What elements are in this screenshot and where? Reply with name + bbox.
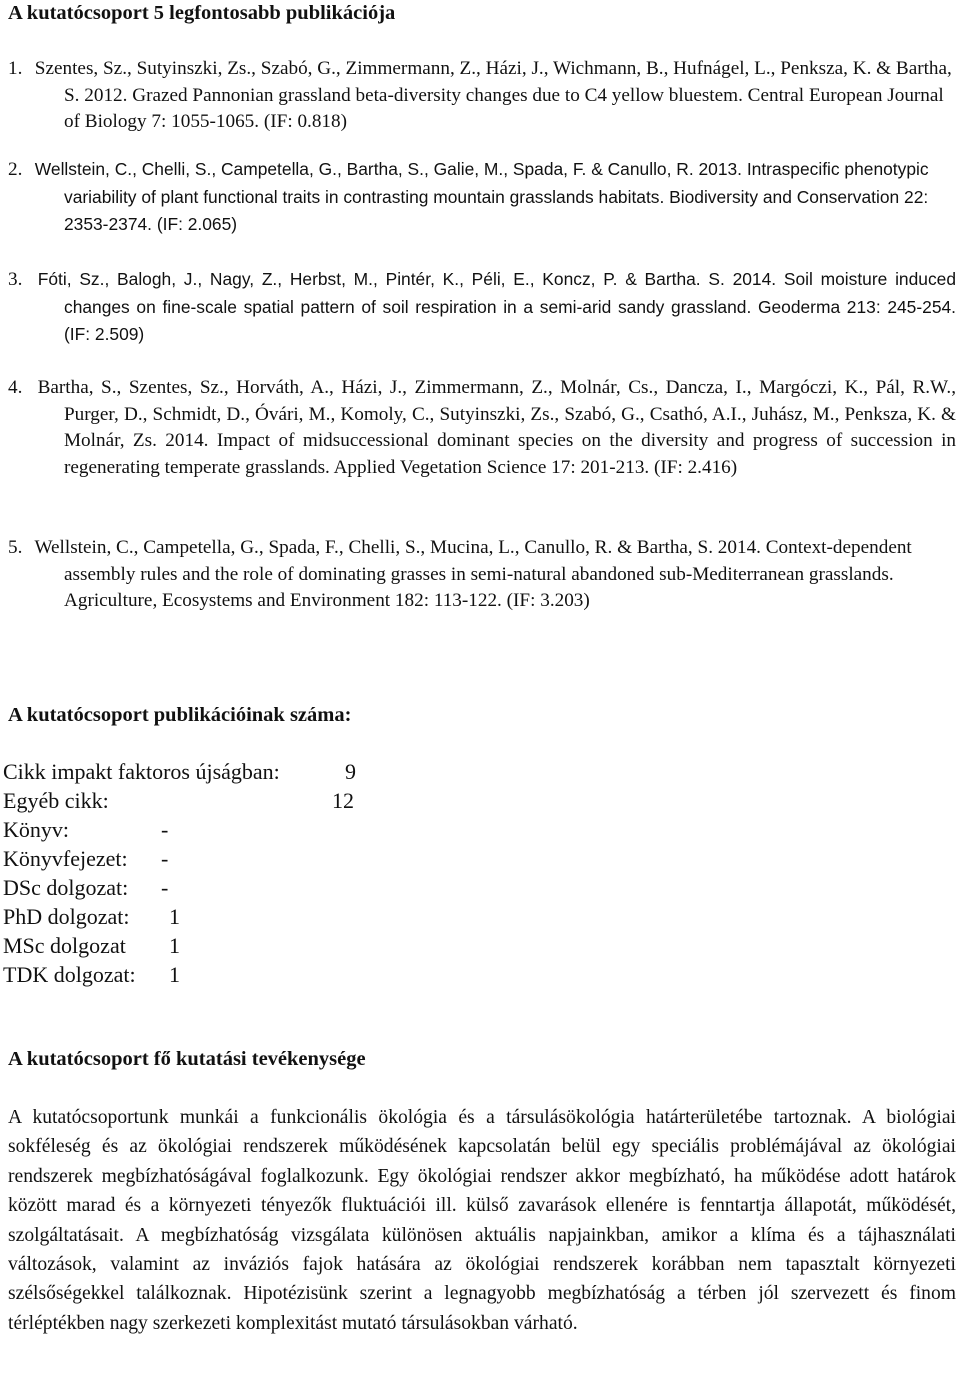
count-row-book-chapter (3, 844, 168, 873)
publications-heading: A kutatócsoport 5 legfontosabb publikációja (8, 2, 396, 24)
publication-text: Szentes, Sz., Sutyinszki, Zs., Szabó, G., Zimmermann, Z., Házi, J., Wichmann, B., Hufnágel, L., Penksza, K. & Bartha, S. 2012. Grazed Pannonian grassland beta-diversity changes due to C4 yellow bluestem. Central European Journal of Biology 7: 1055-1065. (IF: 0.818) (34, 58, 952, 132)
count-value: 1 (169, 933, 180, 958)
count-row-dsc (3, 873, 168, 902)
publication-number: 2. (8, 159, 23, 180)
publication-text: Bartha, S., Szentes, Sz., Horváth, A., Házi, J., Zimmermann, Z., Molnár, Cs., Dancza, I., Margóczi, K., Pál, R.W., Purger, D., Schmidt, D., Óvári, M., Komoly, C., Sutyinszki, Zs., Szabó, G., Csathó, A.I., Juhász, M., Penksza, K. & Molnár, Zs. 2014. Impact of midsuccessional dominant species on the diversity and progress of succession in regenerating temperate grasslands. Applied Vegetation Science 17: 201-213. (IF: 2.416) (37, 377, 956, 478)
publication-4 (8, 375, 956, 481)
count-value: - (161, 817, 169, 842)
research-activity-text: A kutatócsoportunk munkái a funkcionális ökológia és a társulásökológia határterületébe tartoznak. A biológiai sokféleség és az ökológiai rendszerek működésének kapcsolatán belül egy speciális problémájával az ökológiai rendszerek megbízhatóságával foglalkozunk. Egy ökológiai rendszer akkor megbízható, ha működése adott határok között marad és a környezeti tényezők fluktuációi ill. külső zavarások ellenére is fenntartja állapotát, működését, szolgáltatásait. A megbízhatóság vizsgálata különösen aktuális napjainkban, amikor a klíma és a tájhasználati változások, valamint az inváziós fajok hatására az ökológiai rendszerek korábban nem tapasztalt környezeti szélsőségekkel találkoznak. Hipotézisünk szerint a legnagyobb megbízhatóság a térben jól szervezett és finom térléptékben nagy szerkezeti komplexitást mutató társulásokban várható. (8, 1107, 956, 1334)
count-label: PhD dolgozat: (3, 904, 130, 929)
count-row-impact-articles (3, 757, 356, 786)
publication-text-authors: Wellstein, C., Chelli, S., Campetella, G., Bartha, S., Galie, M., Spada, F. & Canullo, R. 2013. (34, 159, 743, 179)
publication-number: 1. (8, 58, 23, 79)
count-label: DSc dolgozat: (3, 875, 129, 900)
count-row-other-articles (3, 786, 354, 815)
count-row-phd (3, 902, 180, 931)
publication-5 (8, 535, 956, 615)
publication-count-heading: A kutatócsoport publikációinak száma: (8, 704, 352, 726)
count-label: Cikk impakt faktoros újságban: (3, 759, 280, 784)
publication-2 (8, 156, 956, 239)
count-label: Egyéb cikk: (3, 788, 109, 813)
count-label: Könyvfejezet: (3, 846, 128, 871)
count-label: MSc dolgozat (3, 933, 126, 958)
count-value: - (161, 846, 169, 871)
publication-3 (8, 266, 956, 349)
count-value: - (161, 875, 169, 900)
research-activity-heading: A kutatócsoport fő kutatási tevékenysége (8, 1048, 366, 1070)
publication-number: 3. (8, 269, 23, 290)
count-value: 1 (169, 962, 180, 987)
publication-text: Wellstein, C., Campetella, G., Spada, F., Chelli, S., Mucina, L., Canullo, R. & Bartha, S. 2014. Context-dependent assembly rules and the role of dominating grasses in semi-natural abandoned sub-Mediterranean grasslands. Agriculture, Ecosystems and Environment 182: 113-122. (IF: 3.203) (34, 537, 912, 611)
count-row-book (3, 815, 168, 844)
count-label: Könyv: (3, 817, 69, 842)
count-row-tdk (3, 960, 180, 989)
publication-1 (8, 56, 956, 136)
count-value: 12 (332, 788, 354, 813)
count-row-msc (3, 931, 180, 960)
count-value: 1 (169, 904, 180, 929)
count-label: TDK dolgozat: (3, 962, 136, 987)
publication-number: 5. (8, 537, 23, 558)
count-value: 9 (345, 759, 356, 784)
publication-number: 4. (8, 377, 23, 398)
publication-text: Fóti, Sz., Balogh, J., Nagy, Z., Herbst, M., Pintér, K., Péli, E., Koncz, P. & Bartha. S. 2014. Soil moisture induced changes on fine-scale spatial pattern of soil respiration in a semi-arid sandy grassland. Geoderma 213: 245-254. (IF: 2.509) (37, 269, 956, 344)
publication-text-title: Intraspecific phenotypic variability of plant functional traits in contrasting mountain grasslands habitats. Biodiversity and Conservation 22: 2353-2374. (IF: 2.065) (64, 159, 929, 234)
